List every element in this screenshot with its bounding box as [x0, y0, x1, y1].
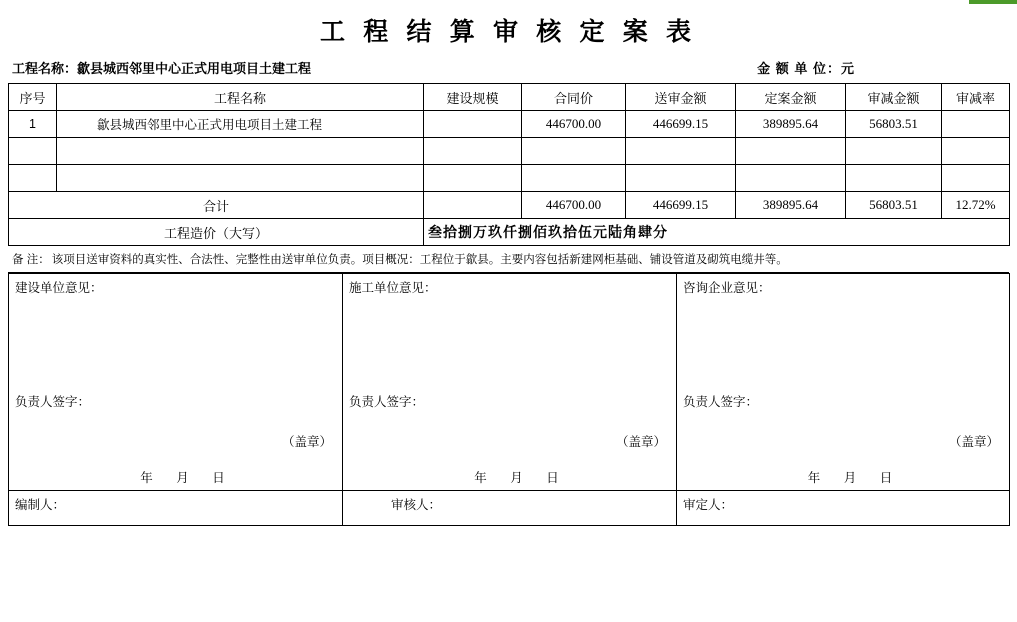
project-label: 工程名称： — [12, 61, 78, 76]
col-header-no: 序号 — [9, 84, 57, 111]
signature-cell-contractor — [343, 274, 677, 491]
signature-title: 咨询企业意见： — [683, 281, 771, 296]
cell-no — [9, 138, 57, 165]
capital-label: 工程造价（大写） — [9, 219, 424, 246]
signature-seal-label: （盖章） — [615, 435, 666, 450]
cell-no — [9, 165, 57, 192]
table-total-row — [9, 192, 1010, 219]
cell-submitted — [626, 138, 736, 165]
signature-person-label: 负责人签字： — [683, 395, 759, 410]
cell-contract: 446700.00 — [522, 111, 626, 138]
col-header-rate: 审减率 — [942, 84, 1010, 111]
signature-cell-consultant — [677, 274, 1010, 491]
signature-title: 施工单位意见： — [349, 281, 437, 296]
cell-rate — [942, 165, 1010, 192]
signature-bottom-row — [9, 491, 1010, 526]
col-header-scale: 建设规模 — [424, 84, 522, 111]
signature-date-label: 年 月 日 — [474, 471, 569, 486]
cell-submitted: 446699.15 — [626, 111, 736, 138]
cell-rate — [942, 111, 1010, 138]
cell-approved — [736, 165, 846, 192]
green-marker — [969, 0, 1017, 4]
signature-person-label: 负责人签字： — [15, 395, 91, 410]
table-header-row — [9, 84, 1010, 111]
table-row — [9, 138, 1010, 165]
total-contract: 446700.00 — [522, 192, 626, 219]
cell-rate — [942, 138, 1010, 165]
cell-scale — [424, 165, 522, 192]
cell-scale — [424, 111, 522, 138]
note-label: 备 注： — [12, 254, 50, 266]
project-name: 歙县城西邻里中心正式用电项目土建工程 — [77, 61, 312, 76]
amount-unit-label: 金 额 单 位：元 — [757, 61, 855, 76]
preparer-label: 编制人： — [9, 491, 343, 526]
note-row — [8, 246, 1009, 273]
cell-reduction: 56803.51 — [846, 111, 942, 138]
capital-value: 叁拾捌万玖仟捌佰玖拾伍元陆角肆分 — [424, 219, 1010, 246]
reviewer-label: 审核人： — [343, 491, 677, 526]
col-header-contract: 合同价 — [522, 84, 626, 111]
signature-date-label: 年 月 日 — [807, 471, 903, 486]
subheader — [0, 54, 1017, 83]
signature-seal-label: （盖章） — [948, 435, 999, 450]
total-submitted: 446699.15 — [626, 192, 736, 219]
cell-submitted — [626, 165, 736, 192]
cell-scale — [424, 138, 522, 165]
cell-name — [57, 138, 424, 165]
capital-amount-row — [9, 219, 1010, 246]
signature-seal-label: （盖章） — [281, 435, 332, 450]
settlement-table — [8, 83, 1010, 246]
total-scale — [424, 192, 522, 219]
cell-reduction — [846, 165, 942, 192]
total-rate: 12.72% — [942, 192, 1010, 219]
signature-row — [9, 274, 1010, 491]
cell-approved: 389895.64 — [736, 111, 846, 138]
col-header-name: 工程名称 — [57, 84, 424, 111]
col-header-reduction: 审减金额 — [846, 84, 942, 111]
table-row — [9, 111, 1010, 138]
total-approved: 389895.64 — [736, 192, 846, 219]
cell-name — [57, 165, 424, 192]
cell-contract — [522, 138, 626, 165]
table-row — [9, 165, 1010, 192]
col-header-approved: 定案金额 — [736, 84, 846, 111]
approver-label: 审定人： — [677, 491, 1010, 526]
cell-no: 1 — [9, 111, 57, 138]
cell-contract — [522, 165, 626, 192]
cell-name: 歙县城西邻里中心正式用电项目土建工程 — [57, 111, 424, 138]
signature-cell-construction — [9, 274, 343, 491]
page-title: 工 程 结 算 审 核 定 案 表 — [319, 19, 697, 46]
total-label: 合计 — [9, 192, 424, 219]
signature-person-label: 负责人签字： — [349, 395, 425, 410]
signature-date-label: 年 月 日 — [140, 471, 235, 486]
signature-title: 建设单位意见： — [15, 281, 103, 296]
note-text: 该项目送审资料的真实性、合法性、完整性由送审单位负责。项目概况：工程位于歙县。主要内容包括新建网柜基础、铺设管道及砌筑电缆井等。 — [51, 254, 788, 266]
project-line — [12, 58, 311, 77]
top-strip — [0, 0, 1017, 4]
cell-approved — [736, 138, 846, 165]
cell-reduction — [846, 138, 942, 165]
signature-table — [8, 273, 1010, 526]
total-reduction: 56803.51 — [846, 192, 942, 219]
col-header-submitted: 送审金额 — [626, 84, 736, 111]
